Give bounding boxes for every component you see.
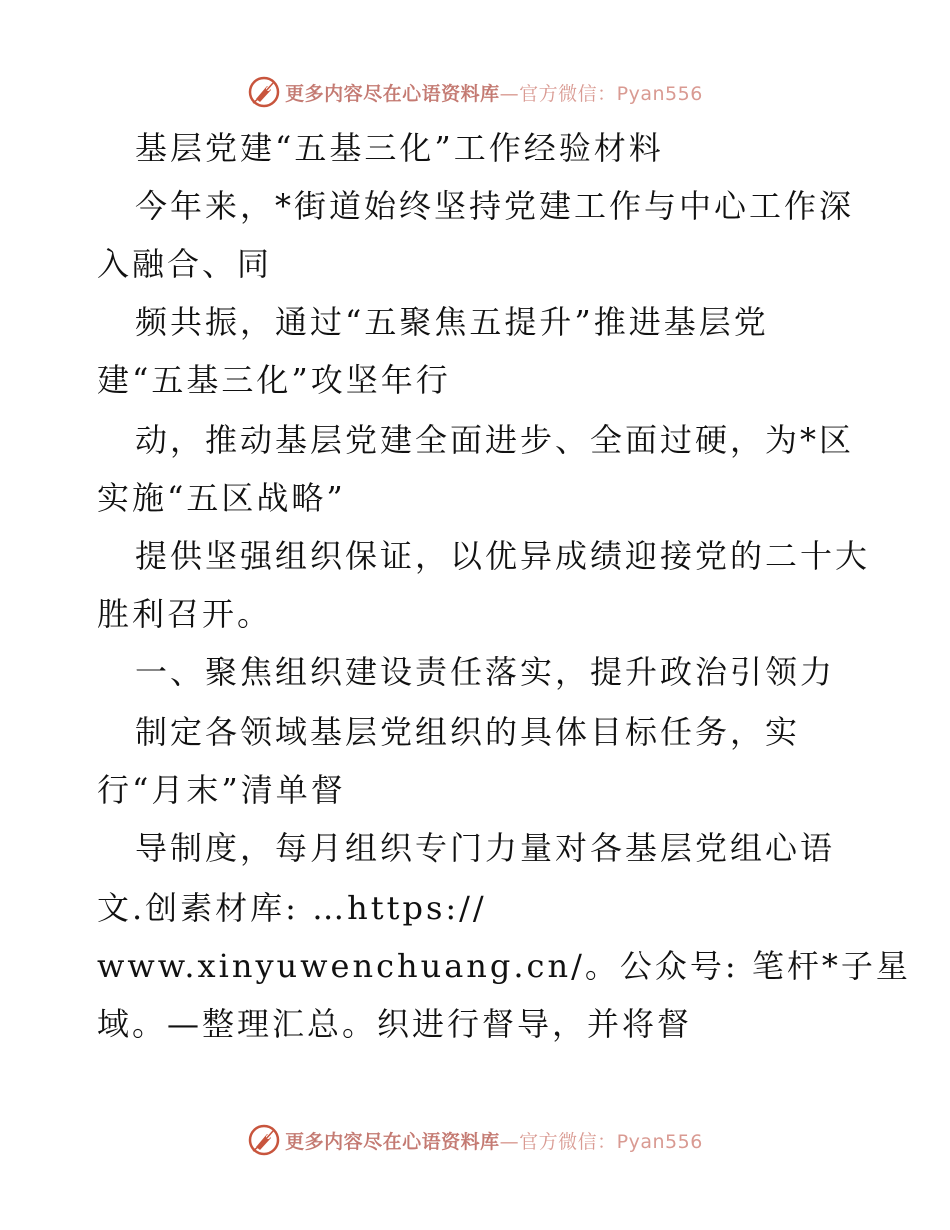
- header-watermark-banner: [0, 72, 950, 112]
- paragraph-line: 行“月末”清单督: [97, 771, 346, 809]
- paragraph-line: 今年来，*街道始终坚持党建工作与中心工作深: [135, 187, 855, 225]
- paragraph-line: 域。—整理汇总。织进行督导，并将督: [97, 1005, 693, 1043]
- paragraph-line: 导制度，每月组织专门力量对各基层党组心语: [135, 829, 836, 867]
- paragraph-line: 文.创素材库: …https://: [97, 889, 487, 927]
- section-heading: 一、聚焦组织建设责任落实，提升政治引领力: [135, 653, 836, 691]
- paragraph-line: 频共振，通过“五聚焦五提升”推进基层党: [135, 303, 769, 341]
- footer-watermark-text: 更多内容尽在心语资料库—官方微信：Pyan556: [285, 1130, 703, 1153]
- paragraph-line: 胜利召开。: [97, 595, 273, 633]
- document-title: 基层党建“五基三化”工作经验材料: [135, 129, 664, 167]
- paragraph-line: 动，推动基层党建全面进步、全面过硬，为*区: [135, 421, 855, 459]
- paragraph-line: 制定各领域基层党组织的具体目标任务，实: [135, 713, 801, 751]
- header-watermark-text: 更多内容尽在心语资料库—官方微信：Pyan556: [285, 82, 703, 105]
- pen-nib-logo-icon: [247, 75, 281, 109]
- paragraph-line: 建“五基三化”攻坚年行: [97, 361, 451, 399]
- paragraph-line: 入融合、同: [97, 245, 273, 283]
- pen-nib-logo-icon: [247, 1123, 281, 1157]
- paragraph-line: 提供坚强组织保证，以优异成绩迎接党的二十大: [135, 537, 871, 575]
- paragraph-line: www.xinyuwenchuang.cn/。公众号: 笔杆*子星: [97, 947, 911, 985]
- footer-watermark-banner: [0, 1120, 950, 1160]
- paragraph-line: 实施“五区战略”: [97, 479, 346, 517]
